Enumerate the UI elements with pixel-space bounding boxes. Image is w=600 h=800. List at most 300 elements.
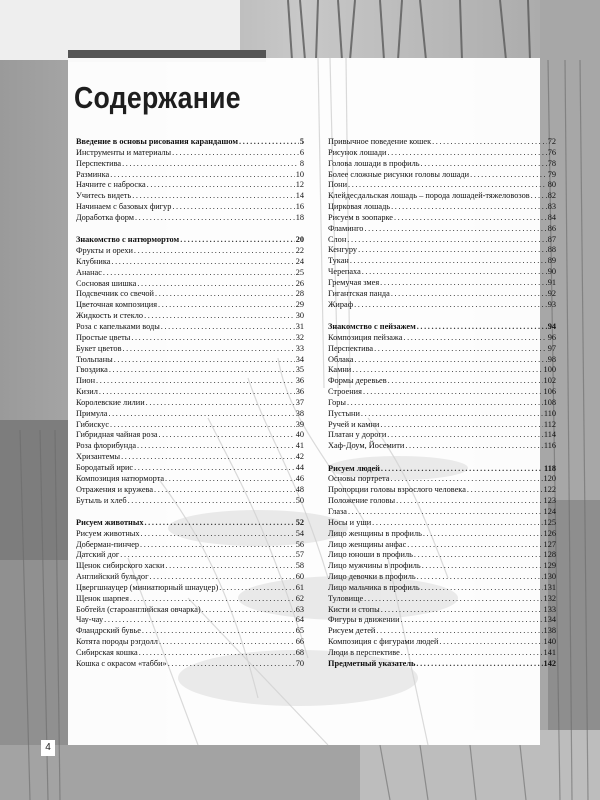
toc-entry-page: 79: [547, 169, 556, 179]
toc-entry-title: Простые цветы: [76, 332, 131, 342]
toc-entry-title: Гибридная чайная роза: [76, 430, 158, 440]
dot-leader: [154, 485, 295, 496]
toc-entry-page: 124: [543, 507, 556, 516]
toc-entry-page: 50: [295, 495, 304, 505]
dot-leader: [96, 376, 295, 387]
toc-entry: [328, 540, 556, 551]
toc-entry-page: 112: [543, 419, 556, 429]
toc-entry: [76, 637, 304, 648]
toc-entry: [328, 256, 556, 267]
toc-section-heading: [76, 235, 304, 246]
toc-entry-title: Сибирская кошка: [76, 647, 138, 657]
dot-leader: [380, 420, 542, 431]
toc-entry: [76, 289, 304, 300]
dot-leader: [121, 452, 295, 463]
toc-entry: [328, 387, 556, 398]
toc-entry-title: Фрукты и орехи: [76, 246, 133, 256]
toc-entry-title: Рисуем животных: [76, 517, 144, 527]
toc-entry-page: 36: [295, 387, 304, 397]
toc-entry: [328, 496, 556, 507]
toc-entry-title: Слон: [328, 234, 347, 244]
toc-entry-page: 56: [295, 539, 304, 549]
dot-leader: [120, 550, 294, 561]
toc-entry-page: 122: [543, 485, 556, 495]
dot-leader: [374, 344, 547, 355]
toc-entry: [76, 148, 304, 159]
dot-leader: [147, 180, 295, 191]
toc-entry-title: Строения: [328, 387, 362, 397]
toc-entry-title: Лицо юноши в профиль: [328, 550, 413, 560]
toc-entry: [328, 550, 556, 561]
dot-leader: [103, 268, 295, 279]
toc-entry-title: Платан у дороги: [328, 430, 387, 440]
toc-entry: [76, 550, 304, 561]
toc-section-heading: [76, 518, 304, 529]
toc-entry-title: Голова лошади в профиль: [328, 158, 420, 168]
toc-entry: [328, 409, 556, 420]
toc-entry-title: Перспектива: [76, 158, 122, 168]
dot-leader: [108, 409, 294, 420]
toc-entry: [328, 648, 556, 659]
toc-entry-page: 134: [543, 615, 556, 625]
toc-entry: [328, 637, 556, 648]
toc-entry: [328, 376, 556, 387]
toc-entry-title: Отражения и кружева: [76, 484, 154, 494]
toc-entry: [328, 289, 556, 300]
toc-entry-title: Пони: [328, 180, 348, 190]
toc-entry: [328, 180, 556, 191]
toc-entry-title: Композиция с фигурами людей: [328, 637, 439, 647]
toc-entry-title: Черепаха: [328, 267, 361, 277]
toc-entry: [76, 311, 304, 322]
toc-entry: [76, 430, 304, 441]
toc-entry-title: Композиция пейзажа: [328, 332, 403, 342]
dot-leader: [130, 594, 295, 605]
toc-entry-title: Формы деревьев: [328, 376, 387, 386]
toc-entry: [76, 474, 304, 485]
toc-entry-page: 58: [295, 561, 304, 571]
dot-leader: [381, 464, 543, 475]
dot-leader: [401, 615, 543, 626]
toc-entry: [76, 398, 304, 409]
toc-entry: [76, 279, 304, 290]
toc-entry-page: 118: [544, 463, 556, 473]
dot-leader: [123, 344, 295, 355]
dot-leader: [134, 246, 295, 257]
toc-entry-title: Гибискус: [76, 419, 110, 429]
dot-leader: [416, 659, 542, 670]
dot-leader: [141, 529, 295, 540]
toc-entry-title: Щенок шарпея: [76, 593, 129, 603]
toc-entry: [328, 278, 556, 289]
toc-entry-title: Фландрский бувье: [76, 626, 141, 636]
dot-leader: [165, 474, 295, 485]
toc-entry-title: Положение головы: [328, 496, 396, 506]
dot-leader: [422, 561, 543, 572]
dot-leader: [380, 278, 547, 289]
toc-entry-title: Сосновая шишка: [76, 278, 137, 288]
dot-leader: [417, 572, 543, 583]
toc-entry-title: Фламинго: [328, 223, 364, 233]
dot-leader: [158, 300, 295, 311]
toc-entry-title: Доработка форм: [76, 212, 134, 222]
toc-entry-page: 120: [543, 474, 556, 484]
toc-entry-page: 131: [543, 582, 556, 592]
toc-entry: [328, 474, 556, 485]
dot-leader: [144, 311, 295, 322]
dot-leader: [470, 170, 547, 181]
toc-entry-title: Кошка с окрасом «табби»: [76, 658, 167, 668]
dot-leader: [372, 518, 542, 529]
toc-entry-title: Кисти и стопы: [328, 604, 380, 614]
toc-entry-page: 114: [543, 430, 556, 440]
dot-leader: [376, 626, 542, 637]
toc-entry-title: Цирковая лошадь: [328, 202, 391, 212]
toc-entry-page: 126: [543, 528, 556, 538]
dot-leader: [165, 561, 294, 572]
toc-entry-page: 54: [295, 528, 304, 538]
toc-entry: [328, 245, 556, 256]
dot-leader: [387, 430, 543, 441]
section-gap: [76, 224, 304, 236]
dot-leader: [354, 355, 546, 366]
toc-entry-page: 102: [543, 376, 556, 386]
dot-leader: [403, 333, 546, 344]
toc-entry-page: 16: [295, 202, 304, 212]
toc-entry: [328, 365, 556, 376]
toc-entry: [76, 159, 304, 170]
toc-entry-page: 125: [543, 517, 556, 527]
dot-leader: [396, 496, 542, 507]
toc-entry-page: 110: [543, 408, 556, 418]
toc-entry-page: 10: [295, 169, 304, 179]
toc-entry-page: 130: [543, 572, 556, 582]
toc-entry: [76, 409, 304, 420]
dot-leader: [414, 550, 543, 561]
toc-entry-page: 92: [547, 288, 556, 298]
toc-entry-page: 106: [543, 387, 556, 397]
dot-leader: [364, 224, 546, 235]
toc-entry-page: 40: [295, 430, 304, 440]
toc-entry: [328, 202, 556, 213]
toc-entry-page: 26: [295, 278, 304, 288]
dot-leader: [144, 518, 294, 529]
dot-leader: [364, 594, 542, 605]
toc-entry-title: Начинаем с базовых фигур: [76, 202, 172, 212]
toc-entry-title: Букет цветов: [76, 343, 122, 353]
toc-entry-page: 33: [295, 343, 304, 353]
toc-entry-page: 116: [543, 441, 556, 451]
toc-entry-title: Лицо женщины анфас: [328, 539, 407, 549]
toc-entry: [328, 344, 556, 355]
toc-entry-page: 141: [543, 647, 556, 657]
toc-entry-page: 97: [547, 343, 556, 353]
toc-entry: [328, 137, 556, 148]
dot-leader: [109, 365, 295, 376]
dot-leader: [150, 572, 295, 583]
toc-entry-title: Гремучая змея: [328, 277, 380, 287]
toc-entry: [76, 246, 304, 257]
toc-entry-title: Лицо мужчины в профиль: [328, 561, 421, 571]
toc-entry-title: Цвергшнауцер (миниатюрный шнауцер): [76, 582, 219, 592]
toc-entry-title: Введение в основы рисования карандашом: [76, 137, 239, 146]
toc-entry-title: Лицо мальчика в профиль: [328, 582, 420, 592]
dot-leader: [350, 256, 547, 267]
toc-entry-title: Предметный указатель: [328, 658, 416, 668]
toc-entry-page: 35: [295, 365, 304, 375]
dot-leader: [358, 245, 547, 256]
toc-entry: [76, 376, 304, 387]
toc-entry-title: Ручей и камни: [328, 419, 380, 429]
toc-entry: [328, 518, 556, 529]
dot-leader: [352, 365, 542, 376]
dot-leader: [104, 615, 295, 626]
dot-leader: [110, 420, 295, 431]
toc-entry: [76, 572, 304, 583]
page-title: Содержание: [74, 80, 241, 115]
toc-entry: [76, 180, 304, 191]
toc-entry-page: 65: [295, 626, 304, 636]
toc-entry-title: Начните с наброска: [76, 180, 146, 190]
toc-entry-title: Щенок сибирского хаски: [76, 561, 165, 571]
toc-entry-title: Учитесь видеть: [76, 191, 132, 201]
toc-entry-title: Композиция натюрморта: [76, 473, 165, 483]
toc-entry-title: Рисуем людей: [328, 463, 380, 473]
dot-leader: [421, 583, 543, 594]
dot-leader: [134, 463, 295, 474]
toc-entry-page: 31: [295, 322, 304, 331]
toc-entry-title: Рисунок лошади: [328, 147, 387, 157]
toc-entry: [76, 387, 304, 398]
dot-leader: [347, 235, 546, 246]
toc-entry: [76, 300, 304, 311]
toc-entry-title: Инструменты и материалы: [76, 147, 172, 157]
toc-section-heading: [328, 322, 556, 333]
toc-entry-page: 142: [543, 658, 556, 668]
dot-leader: [159, 430, 295, 441]
toc-entry: [76, 594, 304, 605]
toc-entry-page: 20: [295, 235, 304, 245]
toc-entry-page: 89: [547, 256, 556, 266]
toc-entry-page: 94: [547, 322, 556, 331]
toc-entry-title: Рисуем животных: [76, 528, 140, 538]
toc-entry: [76, 485, 304, 496]
toc-entry: [76, 344, 304, 355]
dot-leader: [172, 148, 299, 159]
toc-entry: [328, 398, 556, 409]
toc-section-heading: [76, 137, 304, 148]
toc-entry-page: 6: [299, 147, 304, 157]
dot-leader: [142, 626, 295, 637]
toc-entry-page: 36: [295, 376, 304, 386]
toc-entry-page: 140: [543, 637, 556, 647]
toc-entry-page: 18: [295, 212, 304, 222]
dot-leader: [381, 605, 543, 616]
toc-entry-page: 12: [295, 180, 304, 190]
toc-entry-title: Роза с капельками воды: [76, 322, 160, 331]
toc-entry-page: 72: [547, 137, 556, 146]
dot-leader: [137, 441, 295, 452]
toc-entry-page: 37: [295, 397, 304, 407]
dot-leader: [122, 159, 299, 170]
dot-leader: [417, 322, 547, 333]
toc-entry: [76, 322, 304, 333]
toc-entry-title: Пустыни: [328, 408, 360, 418]
toc-entry-title: Пион: [76, 376, 96, 386]
toc-entry: [328, 626, 556, 637]
toc-entry: [328, 191, 556, 202]
toc-entry-page: 5: [299, 137, 304, 146]
section-gap: [328, 311, 556, 323]
toc-entry: [76, 659, 304, 670]
dot-leader: [405, 441, 543, 452]
dot-leader: [394, 213, 547, 224]
toc-entry-title: Туловище: [328, 593, 364, 603]
toc-entry-title: Хаф-Доум, Йосемити: [328, 441, 405, 451]
toc-left-column: [76, 137, 304, 670]
dot-leader: [172, 202, 294, 213]
dot-leader: [363, 387, 543, 398]
dot-leader: [111, 257, 294, 268]
toc-entry-title: Датский дог: [76, 550, 120, 560]
toc-entry: [76, 170, 304, 181]
toc-entry-page: 61: [295, 582, 304, 592]
toc-entry-title: Кенгуру: [328, 245, 358, 255]
toc-entry-title: Основы портрета: [328, 474, 390, 484]
toc-entry: [76, 496, 304, 507]
toc-entry-title: Клубника: [76, 256, 111, 266]
toc-entry-title: Хризантемы: [76, 452, 121, 462]
toc-entry: [328, 235, 556, 246]
toc-entry: [76, 268, 304, 279]
dot-leader: [219, 583, 294, 594]
toc-entry-page: 133: [543, 604, 556, 614]
toc-entry-page: 82: [547, 191, 556, 201]
dot-leader: [146, 398, 295, 409]
toc-entry-page: 93: [547, 299, 556, 309]
toc-entry: [328, 224, 556, 235]
dot-leader: [161, 322, 295, 333]
toc-entry: [76, 583, 304, 594]
toc-entry: [76, 452, 304, 463]
dot-leader: [202, 605, 295, 616]
toc-entry: [76, 561, 304, 572]
dot-leader: [348, 180, 547, 191]
toc-entry: [76, 420, 304, 431]
toc-entry: [328, 355, 556, 366]
toc-entry-title: Камни: [328, 365, 352, 375]
toc-entry-page: 46: [295, 473, 304, 483]
dot-leader: [388, 376, 543, 387]
toc-entry-page: 32: [295, 332, 304, 342]
toc-entry-page: 14: [295, 191, 304, 201]
dot-leader: [128, 496, 295, 507]
toc-entry-title: Чау-чау: [76, 615, 104, 625]
toc-entry: [328, 170, 556, 181]
toc-entry-page: 129: [543, 561, 556, 571]
toc-entry-title: Жираф: [328, 299, 354, 309]
toc-entry-page: 60: [295, 572, 304, 582]
page-number: 4: [41, 740, 55, 756]
toc-right-column: [328, 137, 556, 670]
dot-leader: [423, 529, 543, 540]
dot-leader: [348, 507, 543, 518]
toc-entry-title: Знакомство с натюрмортом: [76, 235, 180, 245]
toc-entry: [76, 648, 304, 659]
dot-leader: [407, 540, 542, 551]
dot-leader: [467, 485, 543, 496]
toc-entry: [76, 463, 304, 474]
toc-entry-title: Бутыль и хлеб: [76, 495, 127, 505]
toc-entry-title: Бобтейл (староанглийская овчарка): [76, 604, 201, 614]
toc-entry-title: Гвоздика: [76, 365, 108, 375]
toc-entry-title: Разминка: [76, 169, 110, 179]
toc-entry: [76, 441, 304, 452]
toc-entry-page: 108: [543, 397, 556, 407]
dot-leader: [239, 137, 299, 148]
dot-leader: [110, 170, 295, 181]
dot-leader: [347, 398, 543, 409]
dot-leader: [391, 202, 547, 213]
toc-entry: [76, 626, 304, 637]
toc-entry: [328, 420, 556, 431]
toc-entry-page: 86: [547, 223, 556, 233]
dot-leader: [390, 474, 542, 485]
toc-entry-title: Лицо женщины в профиль: [328, 528, 422, 538]
toc-entry: [76, 605, 304, 616]
toc-section-heading: [328, 659, 556, 670]
toc-entry-title: Гигантская панда: [328, 288, 390, 298]
toc-entry-page: 25: [295, 267, 304, 277]
toc-entry: [328, 605, 556, 616]
toc-entry: [328, 441, 556, 452]
toc-entry: [76, 355, 304, 366]
toc-entry-page: 22: [295, 246, 304, 256]
toc-entry: [76, 529, 304, 540]
toc-entry-page: 48: [295, 484, 304, 494]
toc-entry-page: 76: [547, 147, 556, 157]
toc-entry: [328, 594, 556, 605]
toc-entry-page: 91: [547, 277, 556, 287]
dot-leader: [362, 267, 547, 278]
toc-entry-title: Кизил: [76, 387, 98, 397]
toc-entry-page: 64: [295, 615, 304, 625]
toc-entry-page: 39: [295, 419, 304, 429]
dot-leader: [159, 637, 295, 648]
toc-entry: [328, 485, 556, 496]
dot-leader: [99, 387, 295, 398]
toc-entry-page: 29: [295, 300, 304, 310]
toc-entry-title: Лицо девочки в профиль: [328, 572, 416, 582]
dot-leader: [180, 235, 294, 246]
toc-entry: [328, 159, 556, 170]
dot-leader: [391, 289, 547, 300]
toc-entry: [328, 333, 556, 344]
toc-entry: [328, 529, 556, 540]
toc-entry-page: 30: [295, 311, 304, 321]
dot-leader: [361, 409, 543, 420]
toc-entry-title: Королевские лилии: [76, 397, 145, 407]
toc-entry: [328, 615, 556, 626]
toc-entry-page: 96: [547, 332, 556, 342]
toc-entry: [328, 561, 556, 572]
dot-leader: [155, 289, 295, 300]
toc-entry: [328, 300, 556, 311]
toc-entry-page: 123: [543, 496, 556, 506]
toc-entry-page: 90: [547, 267, 556, 277]
toc-entry: [76, 213, 304, 224]
toc-entry: [328, 430, 556, 441]
